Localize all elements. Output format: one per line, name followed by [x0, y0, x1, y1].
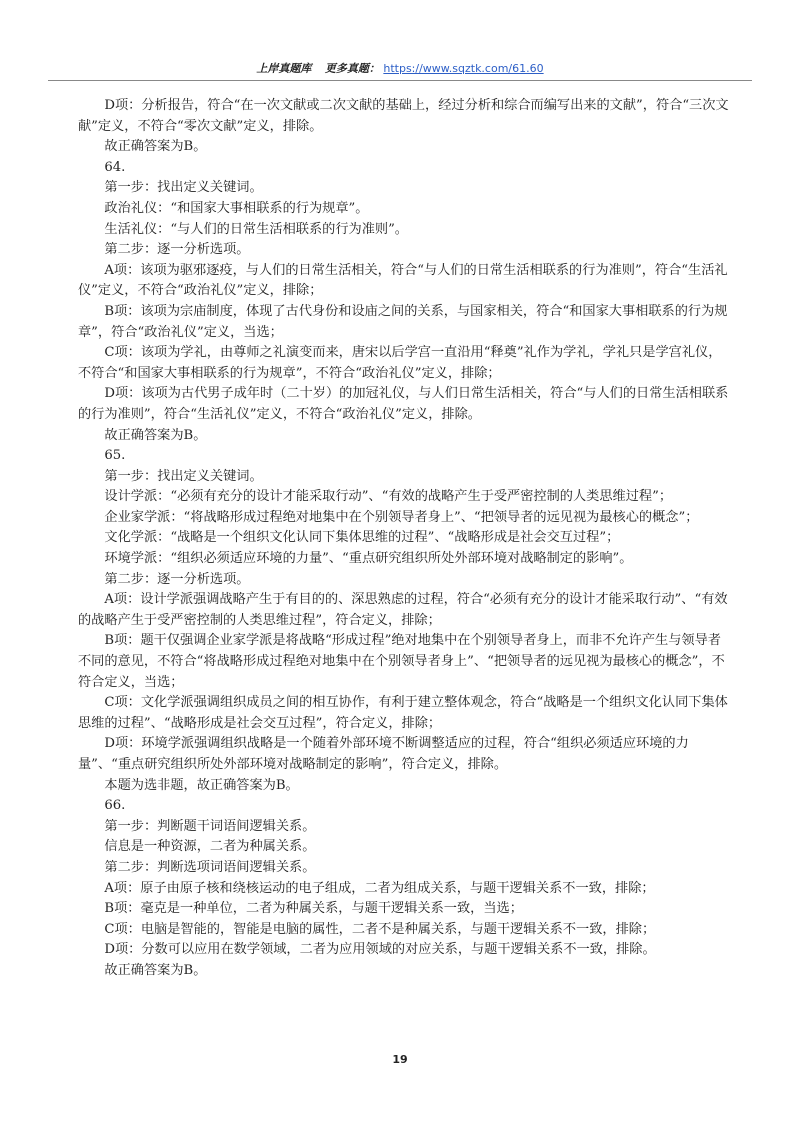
text-line: A项：原子由原子核和绕核运动的电子组成，二者为组成关系，与题干逻辑关系不一致，排除；: [104, 880, 655, 896]
text-line: 第一步：找出定义关键词。: [104, 468, 263, 484]
text-line: D项：环境学派强调组织战略是一个随着外部环境不断调整适应的过程，符合“组织必须适应环境的力量”、“重点研究组织所处外部环境对战略制定的影响”，符合定义，排除。: [78, 736, 689, 772]
text-line: 信息是一种资源，二者为种属关系。: [104, 839, 316, 855]
text-line: 第二步：逐一分析选项。: [104, 571, 250, 587]
text-line: 文化学派：“战略是一个组织文化认同下集体思维的过程”、“战略形成是社会交互过程”；: [104, 530, 620, 546]
text-line: 故正确答案为B。: [104, 427, 207, 443]
document-body: [78, 96, 734, 982]
text-line: 企业家学派：“将战略形成过程绝对地集中在个别领导者身上”、“把领导者的远见视为最核心的概念”；: [104, 509, 699, 525]
text-line: C项：电脑是智能的，智能是电脑的属性，二者不是种属关系，与题干逻辑关系不一致，排除；: [104, 921, 656, 937]
text-line: B项：毫克是一种单位，二者为种属关系，与题干逻辑关系一致，当选；: [104, 901, 523, 917]
text-line: B项：该项为宗庙制度，体现了古代身份和设庙之间的关系，与国家相关，符合“和国家大事相联系的行为规章”，符合“政治礼仪”定义，当选；: [78, 303, 728, 340]
text-line: 设计学派：“必须有充分的设计才能采取行动”、“有效的战略产生于受严密控制的人类思维过程”；: [104, 489, 673, 505]
text-line: 环境学派：“组织必须适应环境的力量”、“重点研究组织所处外部环境对战略制定的影响”。: [104, 551, 633, 567]
text-line: C项：该项为学礼，由尊师之礼演变而来，唐宋以后学宫一直沿用“释奠”礼作为学礼，学礼只是学宫礼仪，不符合“和国家大事相联系的行为规章”，不符合“政治礼仪”定义，排除；: [78, 345, 722, 381]
question-number: 65.: [104, 448, 126, 464]
text-line: 本题为选非题，故正确答案为B。: [104, 777, 299, 793]
text-line: 第二步：判断选项词语间逻辑关系。: [104, 859, 316, 875]
text-line: B项：题干仅强调企业家学派是将战略“形成过程”绝对地集中在个别领导者身上，而非不允许产生与领导者不同的意见，不符合“将战略形成过程绝对地集中在个别领导者身上”、“把领导者的远见视为最核心的概念”，不符合定义，当选；: [78, 633, 725, 690]
header-url-link[interactable]: https://www.sqztk.com/61.60: [383, 62, 544, 75]
text-line: 生活礼仪：“与人们的日常生活相联系的行为准则”。: [104, 221, 408, 237]
text-line: 第一步：找出定义关键词。: [104, 180, 263, 196]
page-number: 19: [392, 1053, 408, 1066]
header-brand: 上岸真题库: [256, 62, 312, 75]
text-line: D项：分数可以应用在数学领域，二者为应用领域的对应关系，与题干逻辑关系不一致，排除。: [104, 942, 656, 958]
text-line: D项：分析报告，符合“在一次文献或二次文献的基础上，经过分析和综合而编写出来的文献”，符合“三次文献”定义，不符合“零次文献”定义，排除。: [78, 98, 729, 134]
text-line: 第二步：逐一分析选项。: [104, 242, 250, 258]
text-line: 第一步：判断题干词语间逻辑关系。: [104, 818, 316, 834]
question-number: 64.: [104, 159, 126, 175]
text-line: 故正确答案为B。: [104, 139, 207, 155]
text-line: A项：该项为驱邪逐疫，与人们的日常生活相关，符合“与人们的日常生活相联系的行为准则”，符合“生活礼仪”定义，不符合“政治礼仪”定义，排除；: [78, 262, 728, 299]
text-line: A项：设计学派强调战略产生于有目的的、深思熟虑的过程，符合“必须有充分的设计才能采取行动”、“有效的战略产生于受严密控制的人类思维过程”，符合定义，排除；: [78, 592, 728, 628]
text-line: 故正确答案为B。: [104, 962, 207, 978]
page-header: [48, 58, 752, 81]
question-number: 66.: [104, 798, 126, 814]
text-line: 政治礼仪：“和国家大事相联系的行为规章”。: [104, 200, 369, 216]
text-line: D项：该项为古代男子成年时（二十岁）的加冠礼仪，与人们日常生活相关，符合“与人们的日常生活相联系的行为准则”，符合“生活礼仪”定义，不符合“政治礼仪”定义，排除。: [78, 386, 729, 422]
header-more-label: 更多真题：: [324, 62, 380, 75]
text-line: C项：文化学派强调组织成员之间的相互协作，有利于建立整体观念，符合“战略是一个组织文化认同下集体思维的过程”、“战略形成是社会交互过程”，符合定义，排除；: [78, 695, 728, 731]
